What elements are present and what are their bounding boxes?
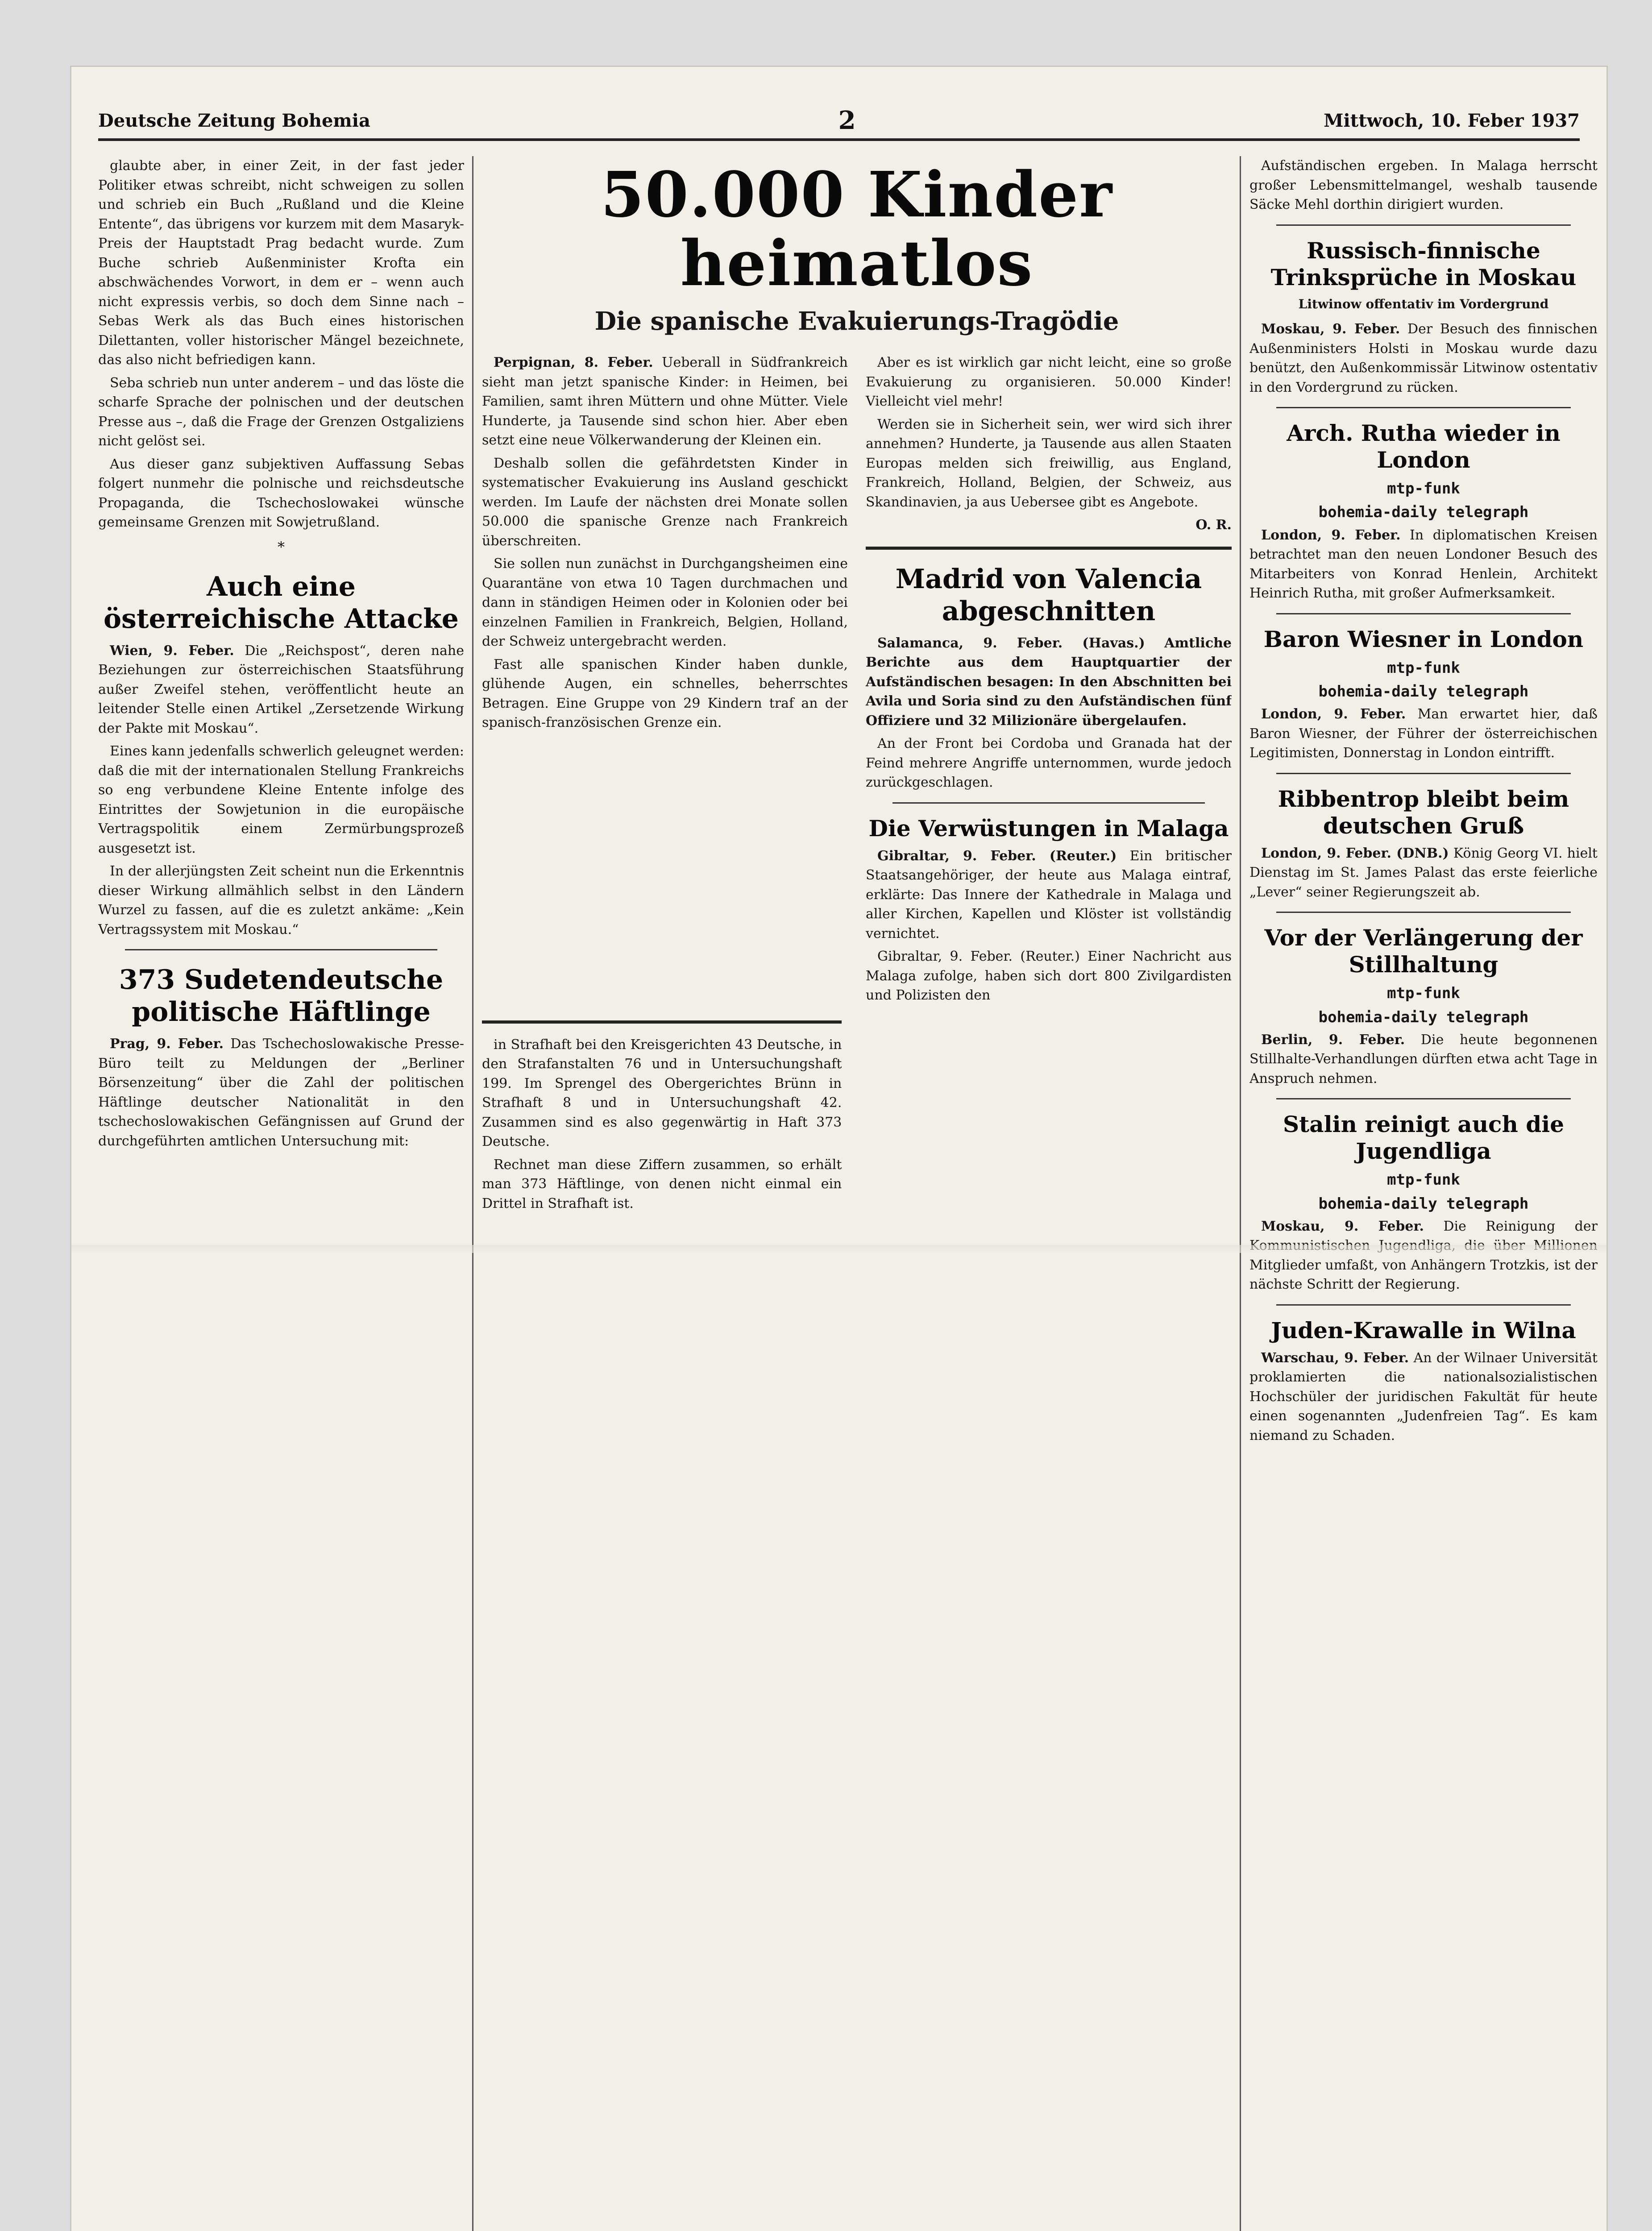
article-text: Rechnet man diese Ziffern zusammen, so erhält man 373 Häftlinge, von denen nicht einmal ein Drittel in Strafhaft ist. xyxy=(482,1157,842,1211)
dateline: Berlin, 9. Feber. xyxy=(1261,1032,1405,1048)
dateline: Moskau, 9. Feber. xyxy=(1261,1218,1424,1234)
article-text: Werden sie in Sicherheit sein, wer wird sich ihrer annehmen? Hunderte, ja Tausende aus allen Staaten Europas melden sich freiwillig, aus England, Frankreich, Holland, Belgien, der Schweiz, aus Skandinavien, ja aus Uebersee gibt es Angebote. xyxy=(866,416,1232,510)
headline-ribbentrop: Ribbentrop bleibt beim deutschen Gruß xyxy=(1278,785,1569,839)
article-text xyxy=(1249,844,1598,902)
article-body: In diplomatischen Kreisen betrachtet man den neuen Londoner Besuch des Mitarbeiters von Konrad Henlein, Architekt Heinrich Rutha, mit großer Aufmerksamkeit. xyxy=(1249,527,1598,601)
article-text xyxy=(482,353,848,450)
article-text: Aber es ist wirklich gar nicht leicht, eine so große Evakuierung zu organisieren. 50.000 Kinder! Vielleicht viel mehr! xyxy=(866,355,1232,410)
wire-source: bohemia-daily telegraph xyxy=(1318,1008,1529,1026)
article-text: Aufständischen ergeben. In Malaga herrscht großer Lebensmittelmangel, weshalb tausende Säcke Mehl dorthin dirigiert wurden. xyxy=(1249,158,1598,212)
headline-rutha: Arch. Rutha wieder in London xyxy=(1287,420,1561,473)
page-header xyxy=(98,103,1580,141)
article-body: An der Wilnaer Universität proklamierten die nationalsozialistischen Hochschüler der juridischen Fakultät für heute einen sogenannten „Judenfreien Tag“. Es kam niemand zu Schaden. xyxy=(1249,1350,1598,1443)
headline-malaga: Die Verwüstungen in Malaga xyxy=(868,815,1229,842)
article-body: Die Reinigung der Mitglieder umfaßt, von Anhängern Trotzkis, ist der nächste Schritt der Regierung. xyxy=(1249,1218,1598,1293)
article-body: Der Besuch des finnischen Außenministers Holsti in Moskau wurde dazu benützt, den Außenkommissär Litwinow ostentativ in den Vordergrund zu rücken. xyxy=(1249,321,1598,395)
masthead-date: Mittwoch, 10. Feber 1937 xyxy=(1324,110,1580,131)
separator-star: * xyxy=(278,538,285,556)
article-text xyxy=(1249,1348,1598,1446)
wire-kicker: mtp-funk xyxy=(1387,659,1460,677)
column-right xyxy=(1249,156,1598,2231)
column-rule xyxy=(1240,156,1241,2231)
article-text: In der allerjüngsten Zeit scheint nun die Erkenntnis dieser Wirkung allmählich selbst in den Ländern Wurzel zu fassen, auf die es zuletzt ankäme: „Kein Vertragssystem mit Moskau.“ xyxy=(98,863,464,937)
article-text: Seba schrieb nun unter anderem – und das löste die scharfe Sprache der polnischen und der deutschen Presse aus –, daß die Frage der Grenzen Ostgaliziens nicht gelöst sei. xyxy=(98,375,464,449)
article-divider xyxy=(1276,613,1571,614)
article-text xyxy=(1249,319,1598,397)
article-text xyxy=(1249,1030,1598,1089)
article-body: Ein britischer Staatsangehöriger, der heute aus Malaga eintraf, erklärte: Das Innere der Kathedrale in Malaga und aller Kirchen, Kapellen und Klöster ist vollständig vernichtet. xyxy=(866,848,1232,941)
article-text: Sie sollen nun zunächst in Durchgangsheimen eine Quarantäne von etwa 10 Tagen durchmachen und dann in ständigen Heimen oder in Kolonien oder bei einzelnen Familien in Frankreich, Belgien, Holland, der Schweiz untergebracht werden. xyxy=(482,556,848,650)
article-text: An der Front bei Cordoba und Granada hat der Feind mehrere Angriffe unternommen, wurde jedoch zurückgeschlagen. xyxy=(866,736,1232,791)
article-text: Eines kann jedenfalls schwerlich geleugnet werden: daß die mit der internationalen Stellung Frankreichs so eng verbundene Kleine Entente infolge des Eintrittes der Sowjetunion in die europäische Vertragspolitik einem Zermürbungsprozeß ausgesetzt ist. xyxy=(98,743,464,856)
masthead-left: Deutsche Zeitung Bohemia xyxy=(98,110,370,131)
article-body: Die heute begonnenen Stillhalte-Verhandlungen dürften etwa acht Tage in Anspruch nehmen. xyxy=(1249,1032,1598,1086)
column-rule xyxy=(472,156,473,2231)
dateline: London, 9. Feber. (DNB.) xyxy=(1261,845,1449,861)
main-article-col-a xyxy=(482,353,848,1009)
headline-wilna: Juden-Krawalle in Wilna xyxy=(1271,1317,1576,1344)
dateline: Perpignan, 8. Feber. xyxy=(494,355,653,371)
article-text: Deshalb sollen die gefährdetsten Kinder in systematischer Evakuierung ins Ausland geschickt werden. Im Laufe der nächsten drei Monate sollen 50.000 die spanische Grenze nach Frankreich überschreiten. xyxy=(482,455,848,549)
main-lower-left xyxy=(482,1035,842,1214)
dateline: Warschau, 9. Feber. xyxy=(1261,1350,1409,1366)
article-divider xyxy=(866,547,1232,550)
dateline: Moskau, 9. Feber. xyxy=(1261,321,1400,337)
wire-source: bohemia-daily telegraph xyxy=(1318,1194,1529,1213)
column-main xyxy=(482,156,1232,2231)
article-text xyxy=(98,1034,464,1151)
wire-kicker: mtp-funk xyxy=(1387,480,1460,498)
article-text xyxy=(866,634,1232,731)
article-text xyxy=(866,846,1232,944)
dateline: London, 9. Feber. xyxy=(1261,706,1406,722)
article-text xyxy=(1249,1217,1598,1294)
article-text xyxy=(1249,705,1598,763)
column-left xyxy=(98,156,464,2231)
article-subtitle: Litwinow offentativ im Vordergrund xyxy=(1298,296,1549,311)
article-divider xyxy=(125,949,437,950)
main-subheadline: Die spanische Evakuierungs-Tragödie xyxy=(594,307,1119,336)
page-number: 2 xyxy=(838,106,856,135)
article-text: Aus dieser ganz subjektiven Auffassung Sebas folgert nunmehr die polnische und reichsdeutsche Propaganda, die Tschechoslowakei wünsche gemeinsame Grenzen mit Sowjetrußland. xyxy=(98,456,464,530)
main-article-columns xyxy=(482,353,1232,1009)
article-divider xyxy=(1276,224,1571,226)
article-text xyxy=(98,641,464,738)
dateline: Salamanca, 9. Feber. (Havas.) xyxy=(877,635,1145,651)
article-text xyxy=(1249,526,1598,603)
wire-source: bohemia-daily telegraph xyxy=(1318,503,1529,522)
wire-source: bohemia-daily telegraph xyxy=(1318,682,1529,701)
main-article-col-b xyxy=(866,353,1232,1009)
dateline: London, 9. Feber. xyxy=(1261,527,1401,543)
article-divider xyxy=(1276,1098,1571,1099)
article-body: König Georg VI. hielt Dienstag im St. James Palast das erste feierliche „Lever“ seiner Regierungszeit ab. xyxy=(1249,845,1598,900)
article-body: Ueberall in Südfrankreich sieht man jetzt spanische Kinder: in Heimen, bei Familien, samt ihren Müttern und ohne Mütter. Viele Hunderte, ja Tausende sind schon hier. Aber eben setzt eine neue Völkerwanderung der Kleinen ein. xyxy=(482,355,848,448)
wire-kicker: mtp-funk xyxy=(1387,1171,1460,1189)
article-body: Amtliche Berichte aus dem Hauptquartier der Aufständischen besagen: In den Abschnitten bei Avila und Soria sind zu den Aufständischen fünf Offiziere und 32 Milizionäre übergelaufen. xyxy=(866,635,1232,729)
article-text: in Strafhaft bei den Kreisgerichten 43 Deutsche, in den Strafanstalten 76 und in Untersuchungshaft 199. Im Sprengel des Obergerichtes Brünn in Strafhaft 8 und in Untersuchungshaft 42. Zusammen sind es also gegenwärtig in Haft 373 Deutsche. xyxy=(482,1037,842,1150)
headline-attacke: Auch eine österreichische Attacke xyxy=(104,571,459,634)
article-divider xyxy=(1276,912,1571,913)
newspaper-page xyxy=(71,67,1606,2231)
paper-fold xyxy=(71,1245,1606,1253)
article-text: glaubte aber, in einer Zeit, in der fast jeder Politiker etwas schreibt, nicht schweigen zu sollen und schrieb ein Buch „Rußland und die Kleine Entente“, das übrigens vor kurzem mit dem Masaryk-Preis der Hauptstadt Prag bedacht wurde. Zum Buche schrieb Außenminister Krofta ein abschwächendes Vorwort, in dem er – wenn auch nicht expressis verbis, so doch dem Sinne nach – Sebas Werk als das Buch eines historischen Dilettanten, voller historischer Mängel bezeichnete, das also nicht befriedigen kann. xyxy=(98,158,464,368)
article-divider xyxy=(1276,773,1571,774)
headline-madrid: Madrid von Valencia abgeschnitten xyxy=(895,563,1202,627)
article-body: Das Tschechoslowakische Presse-Büro teilt zu Meldungen der „Berliner Börsenzeitung“ über die Zahl der politischen Häftlinge deutscher Nationalität in den tschechoslowakischen Gefängnissen auf Grund der durchgeführten amtlichen Untersuchung mit: xyxy=(98,1036,464,1149)
headline-haeftlinge: 373 Sudetendeutsche politische Häftlinge xyxy=(119,964,444,1028)
dateline: Wien, 9. Feber. xyxy=(110,643,234,659)
wire-kicker: mtp-funk xyxy=(1387,984,1460,1003)
dateline: Prag, 9. Feber. xyxy=(110,1036,224,1052)
headline-wiesner: Baron Wiesner in London xyxy=(1263,626,1584,652)
article-body: Man erwartet hier, daß Baron Wiesner, der Führer der österreichischen Legitimisten, Donnerstag in London eintrifft. xyxy=(1249,706,1598,761)
headline-stalin: Stalin reinigt auch die Jugendliga xyxy=(1283,1111,1565,1165)
article-divider xyxy=(1276,407,1571,408)
article-divider xyxy=(482,1020,842,1024)
article-divider xyxy=(892,802,1205,804)
article-divider xyxy=(1276,1304,1571,1306)
headline-trinksprueche: Russisch-finnische Trinksprüche in Moskau xyxy=(1270,237,1577,290)
dateline: Gibraltar, 9. Feber. (Reuter.) xyxy=(877,848,1117,864)
headline-stillhaltung: Vor der Verlängerung der Stillhaltung xyxy=(1264,925,1583,978)
article-text: Gibraltar, 9. Feber. (Reuter.) Einer Nachricht aus Malaga zufolge, haben sich dort 800 Zivilgardisten und Polizisten den xyxy=(866,949,1232,1004)
main-headline: 50.000 Kinder heimatlos xyxy=(601,158,1113,300)
author-signature: O. R. xyxy=(1195,517,1232,533)
article-text: Fast alle spanischen Kinder haben dunkle, glühende Augen, ein schnelles, beherrschtes Betragen. Eine Gruppe von 29 Kindern traf an der spanisch-französischen Grenze ein. xyxy=(482,656,848,731)
article-body: Die „Reichspost“, deren nahe Beziehungen zur österreichischen Staatsführung außer Zweifel stehen, veröffentlicht heute an leitender Stelle einen Artikel „Zersetzende Wirkung der Pakte mit Moskau“. xyxy=(98,643,464,736)
